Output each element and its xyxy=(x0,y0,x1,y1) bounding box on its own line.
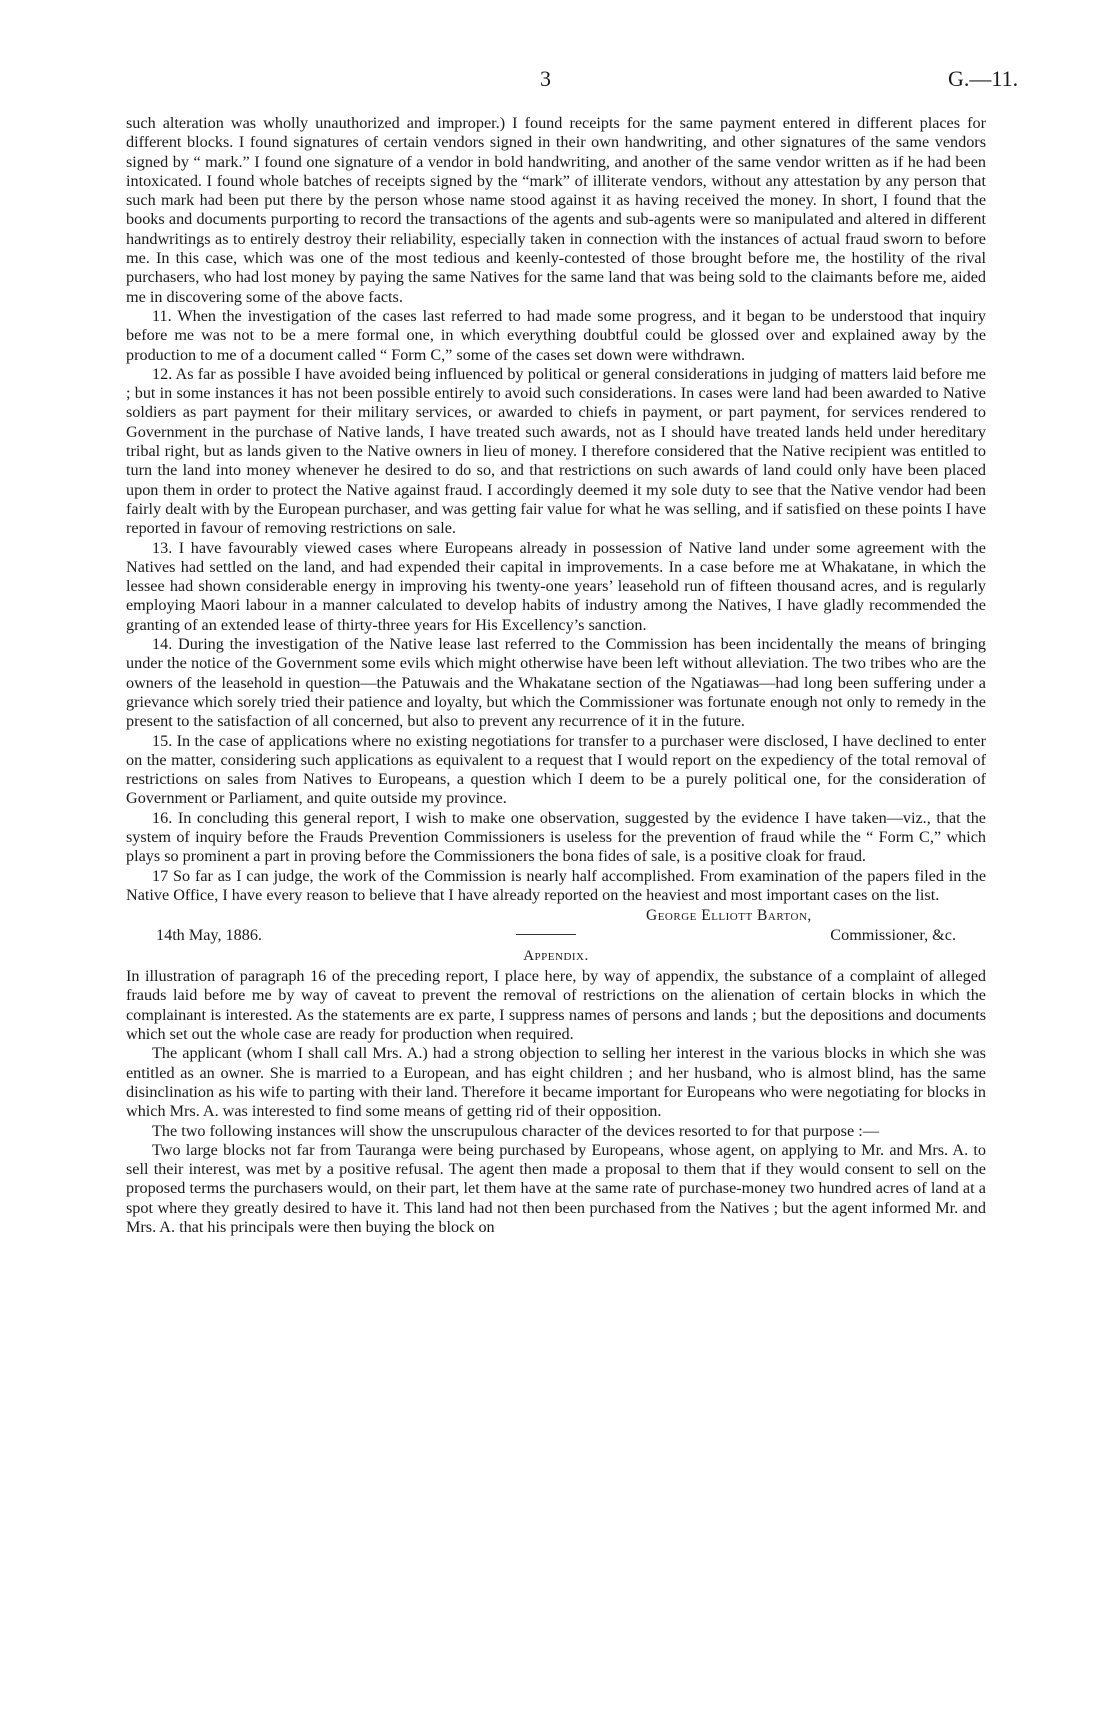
paragraph-15: 15. In the case of applications where no existing negotiations for transfer to a purchaser were disclosed, I have declined to enter on the matter, considering such applications as equivalent to a request that I would report on the expediency of the total removal of restrictions on sales from Natives to Europeans, a question which I deem to be a purely political one, for the consideration of Government or Parliament, and quite outside my province. xyxy=(126,731,986,808)
series-reference: G.—11. xyxy=(948,66,1019,91)
appendix-paragraph-2: The applicant (whom I shall call Mrs. A.) had a strong objection to selling her interest in the various blocks in which she was entitled as an owner. She is married to a European, and has eight children ; and her husband, who is almost blind, has the same disinclination as his wife to parting with their land. Therefore it became important for Europeans who were negotiating for blocks in which Mrs. A. was interested to find some means of getting rid of their opposition. xyxy=(126,1044,986,1121)
paragraph-11: 11. When the investigation of the cases last referred to had made some progress, and it began to be understood that inquiry before me was not to be a mere formal one, in which everything doubtful could be glossed over and explained away by the production to me of a document called “ Form C,” some of the cases set down were withdrawn. xyxy=(126,306,986,364)
page-number: 3 xyxy=(540,66,551,91)
report-date: 14th May, 1886. xyxy=(156,926,262,945)
paragraph-17: 17 So far as I can judge, the work of the Commission is nearly half accomplished. From examination of the papers filed in the Native Office, I have every reason to believe that I have already reported on the heaviest and most important cases on the list. xyxy=(126,866,986,904)
signature-row xyxy=(126,925,986,947)
paragraph-10-continued: such alteration was wholly unauthorized and improper.) I found receipts for the same payment entered in different places for different blocks. I found signatures of certain vendors signed in their own handwriting, and other signatures of the same vendors signed by “ mark.” I found one signature of a vendor in bold handwriting, and another of the same vendor written as if he had been intoxicated. I found whole batches of receipts signed by the “mark” of illiterate vendors, without any attestation by any person that such mark had been put there by the person whose name stood against it as having received the money. In short, I found that the books and documents purporting to record the transactions of the agents and sub-agents were so manipulated and altered in different handwritings as to entirely destroy their reliability, especially taken in connection with the instances of actual fraud sworn to before me. In this case, which was one of the most tedious and keenly-contested of those brought before me, the hostility of the rival purchasers, who had lost money by paying the same Natives for the same land that was being sold to the claimants before me, aided me in discovering some of the above facts. xyxy=(126,114,986,306)
paragraph-13: 13. I have favourably viewed cases where Europeans already in possession of Native land under some agreement with the Natives had settled on the land, and had expended their capital in improvements. In a case before me at Whakatane, in which the lessee had shown considerable energy in improving his twenty-one years’ leasehold run of fifteen thousand acres, and is regularly employing Maori labour in a manner calculated to develop habits of industry among the Natives, I have gladly recommended the granting of an extended lease of thirty-three years for His Excellency’s sanction. xyxy=(126,538,986,634)
report-body xyxy=(126,114,986,1237)
appendix-paragraph-4: Two large blocks not far from Tauranga were being purchased by Europeans, whose agent, on applying to Mr. and Mrs. A. to sell their interest, was met by a positive refusal. The agent then made a proposal to them that if they would consent to sell on the proposed terms the purchasers would, on their part, let them have at the same rate of purchase-money two hundred acres of land at a spot where they greatly desired to have it. This land had not then been purchased from the Natives ; but the agent informed Mr. and Mrs. A. that his principals were then buying the block on xyxy=(126,1140,986,1237)
signatory-name: George Elliott Barton, xyxy=(646,907,812,925)
paragraph-16: 16. In concluding this general report, I wish to make one observation, suggested by the evidence I have taken—viz., that the system of inquiry before the Frauds Prevention Commissioners is useless for the prevention of fraud while the “ Form C,” which plays so prominent a part in proving before the Commissioners the bona fides of sale, is a positive cloak for fraud. xyxy=(126,808,986,866)
appendix-paragraph-3: The two following instances will show the unscrupulous character of the devices resorted to for that purpose :— xyxy=(152,1121,879,1140)
appendix-paragraph-1: In illustration of paragraph 16 of the preceding report, I place here, by way of appendix, the substance of a complaint of alleged frauds laid before me by way of caveat to prevent the removal of restrictions on the alienation of certain blocks in which the complainant is interested. As the statements are ex parte, I suppress names of persons and lands ; but the depositions and documents which set out the whole case are ready for production when required. xyxy=(126,967,986,1044)
signatory-title: Commissioner, &c. xyxy=(830,926,956,945)
paragraph-12: 12. As far as possible I have avoided being influenced by political or general considerations in judging of matters laid before me ; but in some instances it has not been possible entirely to avoid such considerations. In cases were land had been awarded to Native soldiers as part payment for their military services, or awarded to chiefs in payment, or part payment, for services rendered to Government in the purchase of Native lands, I have treated such awards, not as I should have treated lands held under hereditary tribal right, but as lands given to the Native owners in lieu of money. I therefore considered that the Native recipient was entitled to turn the land into money whenever he desired to do so, and that restrictions on such awards of land could only have been placed upon them in order to protect the Native against fraud. I accordingly deemed it my sole duty to see that the Native vendor had been fairly dealt with by the European purchaser, and was getting fair value for what he was selling, and if satisfied on these points I have reported in favour of removing restrictions on sale. xyxy=(126,364,986,538)
paragraph-14: 14. During the investigation of the Native lease last referred to the Commission has been incidentally the means of bringing under the notice of the Government some evils which might otherwise have been left without alleviation. The two tribes who are the owners of the leasehold in question—the Patuwais and the Whakatane section of the Ngatiawas—had long been suffering under a grievance which sorely tried their patience and loyalty, but which the Commissioner was fortunate enough not only to remedy in the present to the satisfaction of all concerned, but also to prevent any recurrence of it in the future. xyxy=(126,635,986,731)
divider-rule xyxy=(516,934,576,935)
appendix-heading: Appendix. xyxy=(523,948,589,965)
